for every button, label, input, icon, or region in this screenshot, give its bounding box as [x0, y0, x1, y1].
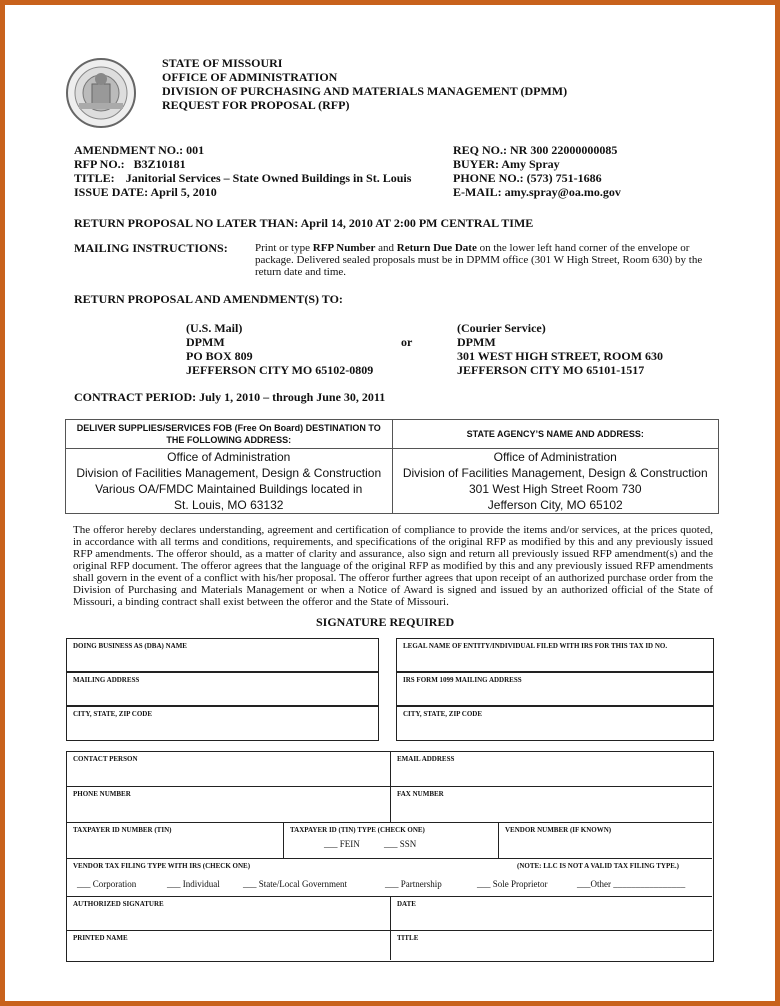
- sole-proprietor-checkbox[interactable]: ___ Sole Proprietor: [477, 879, 548, 889]
- title-label: TITLE:: [74, 171, 115, 185]
- rfp-number-row: [74, 157, 186, 171]
- address-line: Various OA/FMDC Maintained Buildings located in: [95, 482, 363, 496]
- issue-date: ISSUE DATE: April 5, 2010: [74, 185, 217, 199]
- field-label: IRS FORM 1099 MAILING ADDRESS: [403, 676, 522, 684]
- field-label: AUTHORIZED SIGNATURE: [73, 900, 164, 908]
- or-text: or: [401, 335, 413, 349]
- address-line: Jefferson City, MO 65102: [487, 498, 623, 512]
- field-label: MAILING ADDRESS: [73, 676, 140, 684]
- rfp-no-value: B3Z10181: [133, 157, 186, 171]
- buyer: BUYER: Amy Spray: [453, 157, 560, 171]
- mailing-label: MAILING INSTRUCTIONS:: [74, 241, 228, 255]
- field-label: VENDOR NUMBER (IF KNOWN): [505, 826, 612, 834]
- email-address-field[interactable]: [390, 752, 712, 786]
- delivery-header-fob: DELIVER SUPPLIES/SERVICES FOB (Free On Board) DESTINATION TO THE FOLLOWING ADDRESS:: [66, 420, 393, 449]
- courier-line: 301 WEST HIGH STREET, ROOM 630: [457, 349, 664, 363]
- city-state-zip-field[interactable]: [66, 706, 379, 741]
- field-label: DATE: [397, 900, 416, 908]
- corporation-checkbox[interactable]: ___ Corporation: [77, 879, 137, 889]
- address-line: Office of Administration: [167, 450, 291, 464]
- field-label: CONTACT PERSON: [73, 755, 138, 763]
- tax-filing-type-field: [67, 858, 712, 896]
- title-field[interactable]: [390, 930, 712, 960]
- legal-name-field[interactable]: [396, 638, 714, 672]
- printed-name-field[interactable]: [67, 930, 390, 960]
- field-label: LEGAL NAME OF ENTITY/INDIVIDUAL FILED WITH IRS FOR THIS TAX ID NO.: [403, 642, 668, 650]
- mailing-return-due: Return Due Date: [396, 242, 477, 254]
- rfp-page: [5, 5, 775, 1001]
- header-division: DIVISION OF PURCHASING AND MATERIALS MANAGEMENT (DPMM): [162, 84, 568, 98]
- contact-person-field[interactable]: [67, 752, 390, 786]
- field-label: FAX NUMBER: [397, 790, 444, 798]
- individual-checkbox[interactable]: ___ Individual: [167, 879, 220, 889]
- mailing-address-field[interactable]: [66, 672, 379, 706]
- courier-line: DPMM: [457, 335, 496, 349]
- irs-address-field[interactable]: [396, 672, 714, 706]
- header-state: STATE OF MISSOURI: [162, 56, 283, 70]
- state-seal-icon: [65, 57, 137, 129]
- date-field[interactable]: [390, 896, 712, 930]
- return-to-heading: RETURN PROPOSAL AND AMENDMENT(S) TO:: [74, 292, 343, 306]
- field-label: CITY, STATE, ZIP CODE: [403, 710, 483, 718]
- fax-number-field[interactable]: [390, 786, 712, 822]
- vendor-number-field[interactable]: [498, 822, 712, 858]
- courier-line: JEFFERSON CITY MO 65101-1517: [457, 363, 645, 377]
- address-line: 301 West High Street Room 730: [468, 482, 642, 496]
- usmail-line: DPMM: [186, 335, 225, 349]
- mailing-text-2: and: [375, 242, 397, 254]
- delivery-agency-address: [392, 449, 719, 514]
- mailing-text: [255, 242, 710, 278]
- field-label: CITY, STATE, ZIP CODE: [73, 710, 153, 718]
- address-line: Office of Administration: [493, 450, 617, 464]
- field-label: PHONE NUMBER: [73, 790, 131, 798]
- field-label: TAXPAYER ID (TIN) TYPE (CHECK ONE): [290, 826, 425, 834]
- field-label: TITLE: [397, 934, 419, 942]
- vendor-info-form: [66, 751, 714, 962]
- courier-line: (Courier Service): [457, 321, 546, 335]
- address-line: St. Louis, MO 63132: [174, 498, 284, 512]
- usmail-line: JEFFERSON CITY MO 65102-0809: [186, 363, 374, 377]
- usmail-line: PO BOX 809: [186, 349, 253, 363]
- amendment-no: AMENDMENT NO.: 001: [74, 143, 205, 157]
- return-deadline: RETURN PROPOSAL NO LATER THAN: April 14, 2010 AT 2:00 PM CENTRAL TIME: [74, 216, 534, 230]
- ssn-checkbox[interactable]: ___ SSN: [384, 839, 417, 849]
- phone-number-field[interactable]: [67, 786, 390, 822]
- declaration-paragraph: The offeror hereby declares understanding, agreement and certification of compliance to provide the items and/or services, at the prices quoted, in accordance with all terms and conditions, requirements, and specifications of the original RFP as modified by this and any previously issued RFP amendments. The offeror should, as a matter of clarity and assurance, also sign and return all previously issued RFP amendment(s) and the original RFP document. The offeror agrees that the language of the original RFP as modified by this and any previously issued RFP amendments shall govern in the event of a conflict with his/her proposal. The offeror further agrees that upon receipt of an authorized purchase order from the Division of Purchasing and Materials Management or when a Notice of Award is signed and issued by an authorized official of the State of Missouri, a binding contract shall exist between the offeror and the State of Missouri.: [73, 524, 713, 608]
- partnership-checkbox[interactable]: ___ Partnership: [385, 879, 442, 889]
- address-line: Division of Facilities Management, Design & Construction: [76, 466, 382, 480]
- other-checkbox[interactable]: ___Other ________________: [577, 879, 686, 889]
- req-no: REQ NO.: NR 300 22000000085: [453, 143, 618, 157]
- delivery-fob-address: [66, 449, 393, 514]
- mailing-text-3: on the lower left hand corner of the envelope or package. Delivered sealed proposals must be in DPMM office (301 W High Street, Room 630) by the return date and time.: [255, 242, 703, 278]
- contract-period: CONTRACT PERIOD: July 1, 2010 – through June 30, 2011: [74, 390, 386, 404]
- field-label: DOING BUSINESS AS (DBA) NAME: [73, 642, 187, 650]
- title-row: [74, 171, 411, 185]
- mailing-text-1: Print or type: [255, 242, 313, 254]
- email: E-MAIL: amy.spray@oa.mo.gov: [453, 185, 621, 199]
- phone-no: PHONE NO.: (573) 751-1686: [453, 171, 602, 185]
- signature-required-heading: SIGNATURE REQUIRED: [316, 615, 455, 629]
- rfp-no-label: RFP NO.:: [74, 157, 125, 171]
- title-value: Janitorial Services – State Owned Buildings in St. Louis: [125, 171, 412, 185]
- field-label: TAXPAYER ID NUMBER (TIN): [73, 826, 172, 834]
- header-rfp: REQUEST FOR PROPOSAL (RFP): [162, 98, 350, 112]
- header-office: OFFICE OF ADMINISTRATION: [162, 70, 338, 84]
- field-label: VENDOR TAX FILING TYPE WITH IRS (CHECK ONE): [73, 862, 251, 870]
- delivery-table: [65, 419, 719, 514]
- authorized-signature-field[interactable]: [67, 896, 390, 930]
- llc-note: (NOTE: LLC IS NOT A VALID TAX FILING TYPE.): [517, 862, 680, 870]
- field-label: PRINTED NAME: [73, 934, 128, 942]
- fein-checkbox[interactable]: ___ FEIN: [324, 839, 360, 849]
- dba-name-field[interactable]: [66, 638, 379, 672]
- delivery-header-agency: STATE AGENCY’S NAME AND ADDRESS:: [392, 420, 719, 449]
- address-line: Division of Facilities Management, Design & Construction: [402, 466, 708, 480]
- state-local-gov-checkbox[interactable]: ___ State/Local Government: [243, 879, 347, 889]
- tin-type-field: [283, 822, 498, 858]
- irs-city-state-zip-field[interactable]: [396, 706, 714, 741]
- usmail-line: (U.S. Mail): [186, 321, 243, 335]
- tin-field[interactable]: [67, 822, 283, 858]
- field-label: EMAIL ADDRESS: [397, 755, 455, 763]
- mailing-rfp-number: RFP Number: [312, 242, 376, 254]
